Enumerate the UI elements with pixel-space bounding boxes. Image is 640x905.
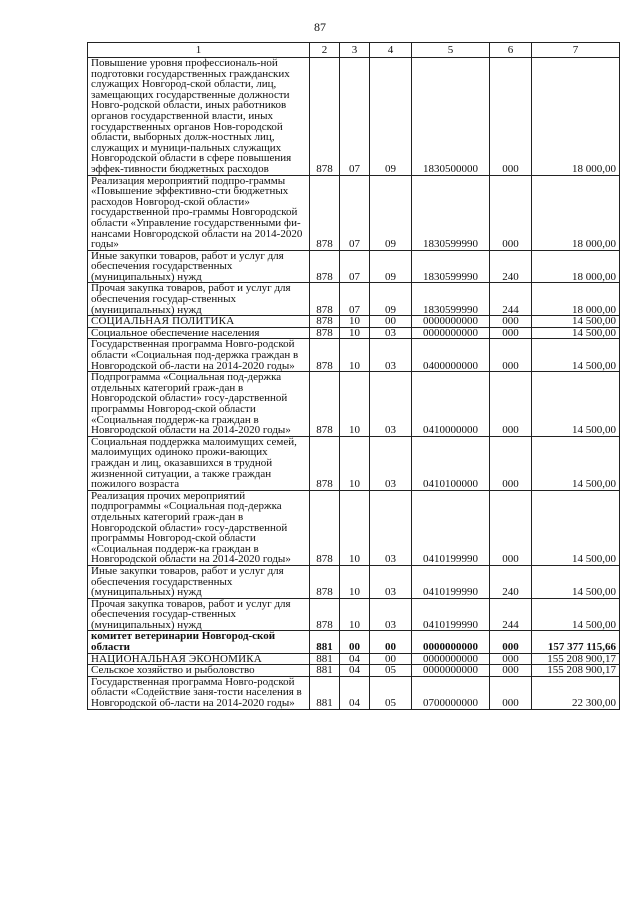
table-row — [88, 58, 620, 176]
header-cell: 1 — [88, 43, 310, 58]
ministry-code-cell: 878 — [310, 339, 340, 372]
subsection-code-cell: 05 — [370, 676, 412, 709]
expense-type-cell: 000 — [490, 631, 532, 653]
amount-cell: 14 500,00 — [532, 339, 620, 372]
expense-type-cell: 244 — [490, 283, 532, 316]
header-cell: 4 — [370, 43, 412, 58]
ministry-code-cell: 878 — [310, 372, 340, 437]
subsection-code-cell: 03 — [370, 598, 412, 631]
section-code-cell: 10 — [340, 339, 370, 372]
target-article-cell: 0410199990 — [412, 565, 490, 598]
ministry-code-cell: 878 — [310, 490, 340, 565]
header-cell: 5 — [412, 43, 490, 58]
ministry-code-cell: 878 — [310, 598, 340, 631]
subsection-code-cell: 00 — [370, 653, 412, 665]
row-name-cell: Социальное обеспечение населения — [88, 327, 310, 339]
target-article-cell: 0410199990 — [412, 598, 490, 631]
target-article-cell: 0000000000 — [412, 631, 490, 653]
ministry-code-cell: 878 — [310, 565, 340, 598]
header-cell: 3 — [340, 43, 370, 58]
table-header-row — [88, 43, 620, 58]
expense-type-cell: 000 — [490, 316, 532, 328]
table-row — [88, 372, 620, 437]
amount-cell: 22 300,00 — [532, 676, 620, 709]
subsection-code-cell: 03 — [370, 372, 412, 437]
section-code-cell: 10 — [340, 316, 370, 328]
target-article-cell: 1830599990 — [412, 175, 490, 250]
row-name-cell: комитет ветеринарии Новгород-ской области — [88, 631, 310, 653]
row-name-cell: Иные закупки товаров, работ и услуг для обеспечения государственных (муниципальных) нужд — [88, 565, 310, 598]
amount-cell: 14 500,00 — [532, 565, 620, 598]
section-code-cell: 04 — [340, 676, 370, 709]
section-code-cell: 07 — [340, 283, 370, 316]
subsection-code-cell: 09 — [370, 283, 412, 316]
row-name-cell: Подпрограмма «Социальная под-держка отдельных категорий граж-дан в Новгородской области» госу-дарственной программы Новгород-ской области «Социальная поддерж-ка граждан в Новгородской области на 2014-2020 годы» — [88, 372, 310, 437]
ministry-code-cell: 878 — [310, 316, 340, 328]
target-article-cell: 0000000000 — [412, 653, 490, 665]
row-name-cell: Иные закупки товаров, работ и услуг для обеспечения государственных (муниципальных) нужд — [88, 250, 310, 283]
section-code-cell: 10 — [340, 598, 370, 631]
amount-cell: 14 500,00 — [532, 598, 620, 631]
row-name-cell: Сельское хозяйство и рыболовство — [88, 665, 310, 677]
table-row — [88, 490, 620, 565]
subsection-code-cell: 03 — [370, 327, 412, 339]
subsection-code-cell: 00 — [370, 316, 412, 328]
row-name-cell: Прочая закупка товаров, работ и услуг для обеспечения государ-ственных (муниципальных) нужд — [88, 598, 310, 631]
target-article-cell: 0000000000 — [412, 665, 490, 677]
ministry-code-cell: 881 — [310, 631, 340, 653]
table-row — [88, 175, 620, 250]
section-code-cell: 10 — [340, 490, 370, 565]
target-article-cell: 0410100000 — [412, 436, 490, 490]
table-row — [88, 631, 620, 653]
row-name-cell: Прочая закупка товаров, работ и услуг для обеспечения государ-ственных (муниципальных) нужд — [88, 283, 310, 316]
subsection-code-cell: 09 — [370, 58, 412, 176]
ministry-code-cell: 878 — [310, 175, 340, 250]
table-row — [88, 250, 620, 283]
section-code-cell: 04 — [340, 665, 370, 677]
ministry-code-cell: 881 — [310, 676, 340, 709]
row-name-cell: Социальная поддержка малоимущих семей, малоимущих одиноко прожи-вающих граждан и лиц, оказавшихся в трудной жизненной ситуации, а также граждан пожилого возраста — [88, 436, 310, 490]
ministry-code-cell: 878 — [310, 327, 340, 339]
amount-cell: 14 500,00 — [532, 372, 620, 437]
subsection-code-cell: 03 — [370, 339, 412, 372]
row-name-cell: НАЦИОНАЛЬНАЯ ЭКОНОМИКА — [88, 653, 310, 665]
section-code-cell: 10 — [340, 372, 370, 437]
table-row — [88, 676, 620, 709]
expense-type-cell: 000 — [490, 327, 532, 339]
ministry-code-cell: 878 — [310, 283, 340, 316]
header-cell: 2 — [310, 43, 340, 58]
section-code-cell: 10 — [340, 436, 370, 490]
section-code-cell: 07 — [340, 58, 370, 176]
page-number: 87 — [314, 20, 326, 34]
subsection-code-cell: 05 — [370, 665, 412, 677]
header-cell: 6 — [490, 43, 532, 58]
table-row — [88, 665, 620, 677]
amount-cell: 18 000,00 — [532, 175, 620, 250]
expense-type-cell: 000 — [490, 436, 532, 490]
row-name-cell: СОЦИАЛЬНАЯ ПОЛИТИКА — [88, 316, 310, 328]
table-row — [88, 327, 620, 339]
row-name-cell: Государственная программа Новго-родской области «Содействие заня-тости населения в Новгородской об-ласти на 2014-2020 годы» — [88, 676, 310, 709]
subsection-code-cell: 09 — [370, 175, 412, 250]
row-name-cell: Повышение уровня профессиональ-ной подготовки государственных гражданских служащих Новгород-ской области, лиц, замещающих государственные должности Новго-родской области, иных работников органов государственной власти, иных государственных органов Нов-городской области, выборных долж-ностных лиц, служащих и муници-пальных служащих Новгородской области в сфере повышения эффек-тивности бюджетных расходов — [88, 58, 310, 176]
expense-type-cell: 240 — [490, 250, 532, 283]
expense-type-cell: 240 — [490, 565, 532, 598]
section-code-cell: 10 — [340, 327, 370, 339]
subsection-code-cell: 03 — [370, 565, 412, 598]
row-name-cell: Реализация прочих мероприятий подпрограммы «Социальная под-держка отдельных категорий граж-дан в Новгородской области» госу-дарственной программы Новгород-ской области «Социальная поддерж-ка граждан в Новгородской области на 2014-2020 годы» — [88, 490, 310, 565]
table-row — [88, 339, 620, 372]
section-code-cell: 07 — [340, 250, 370, 283]
row-name-cell: Государственная программа Новго-родской области «Социальная под-держка граждан в Новгородской об-ласти на 2014-2020 годы» — [88, 339, 310, 372]
expense-type-cell: 000 — [490, 58, 532, 176]
table-row — [88, 316, 620, 328]
budget-table — [87, 42, 620, 710]
ministry-code-cell: 878 — [310, 58, 340, 176]
table-row — [88, 565, 620, 598]
target-article-cell: 0410000000 — [412, 372, 490, 437]
expense-type-cell: 000 — [490, 653, 532, 665]
target-article-cell: 0410199990 — [412, 490, 490, 565]
table-row — [88, 653, 620, 665]
expense-type-cell: 000 — [490, 372, 532, 437]
amount-cell: 14 500,00 — [532, 327, 620, 339]
expense-type-cell: 000 — [490, 676, 532, 709]
header-cell: 7 — [532, 43, 620, 58]
section-code-cell: 00 — [340, 631, 370, 653]
row-name-cell: Реализация мероприятий подпро-граммы «Повышение эффективно-сти бюджетных расходов Новгород-ской области» государственной про-граммы Новгородской области «Управление государственными фи-нансами Новгородской области на 2014-2020 годы» — [88, 175, 310, 250]
amount-cell: 18 000,00 — [532, 58, 620, 176]
ministry-code-cell: 878 — [310, 250, 340, 283]
target-article-cell: 0700000000 — [412, 676, 490, 709]
target-article-cell: 0000000000 — [412, 316, 490, 328]
amount-cell: 14 500,00 — [532, 436, 620, 490]
amount-cell: 14 500,00 — [532, 490, 620, 565]
section-code-cell: 04 — [340, 653, 370, 665]
expense-type-cell: 000 — [490, 175, 532, 250]
table-row — [88, 436, 620, 490]
amount-cell: 155 208 900,17 — [532, 653, 620, 665]
table-row — [88, 283, 620, 316]
subsection-code-cell: 09 — [370, 250, 412, 283]
expense-type-cell: 000 — [490, 665, 532, 677]
table-row — [88, 598, 620, 631]
section-code-cell: 07 — [340, 175, 370, 250]
subsection-code-cell: 03 — [370, 436, 412, 490]
target-article-cell: 1830500000 — [412, 58, 490, 176]
amount-cell: 18 000,00 — [532, 283, 620, 316]
expense-type-cell: 000 — [490, 339, 532, 372]
section-code-cell: 10 — [340, 565, 370, 598]
ministry-code-cell: 881 — [310, 665, 340, 677]
target-article-cell: 0000000000 — [412, 327, 490, 339]
target-article-cell: 1830599990 — [412, 283, 490, 316]
ministry-code-cell: 881 — [310, 653, 340, 665]
amount-cell: 157 377 115,66 — [532, 631, 620, 653]
target-article-cell: 1830599990 — [412, 250, 490, 283]
amount-cell: 14 500,00 — [532, 316, 620, 328]
amount-cell: 155 208 900,17 — [532, 665, 620, 677]
expense-type-cell: 000 — [490, 490, 532, 565]
ministry-code-cell: 878 — [310, 436, 340, 490]
subsection-code-cell: 00 — [370, 631, 412, 653]
target-article-cell: 0400000000 — [412, 339, 490, 372]
amount-cell: 18 000,00 — [532, 250, 620, 283]
expense-type-cell: 244 — [490, 598, 532, 631]
subsection-code-cell: 03 — [370, 490, 412, 565]
